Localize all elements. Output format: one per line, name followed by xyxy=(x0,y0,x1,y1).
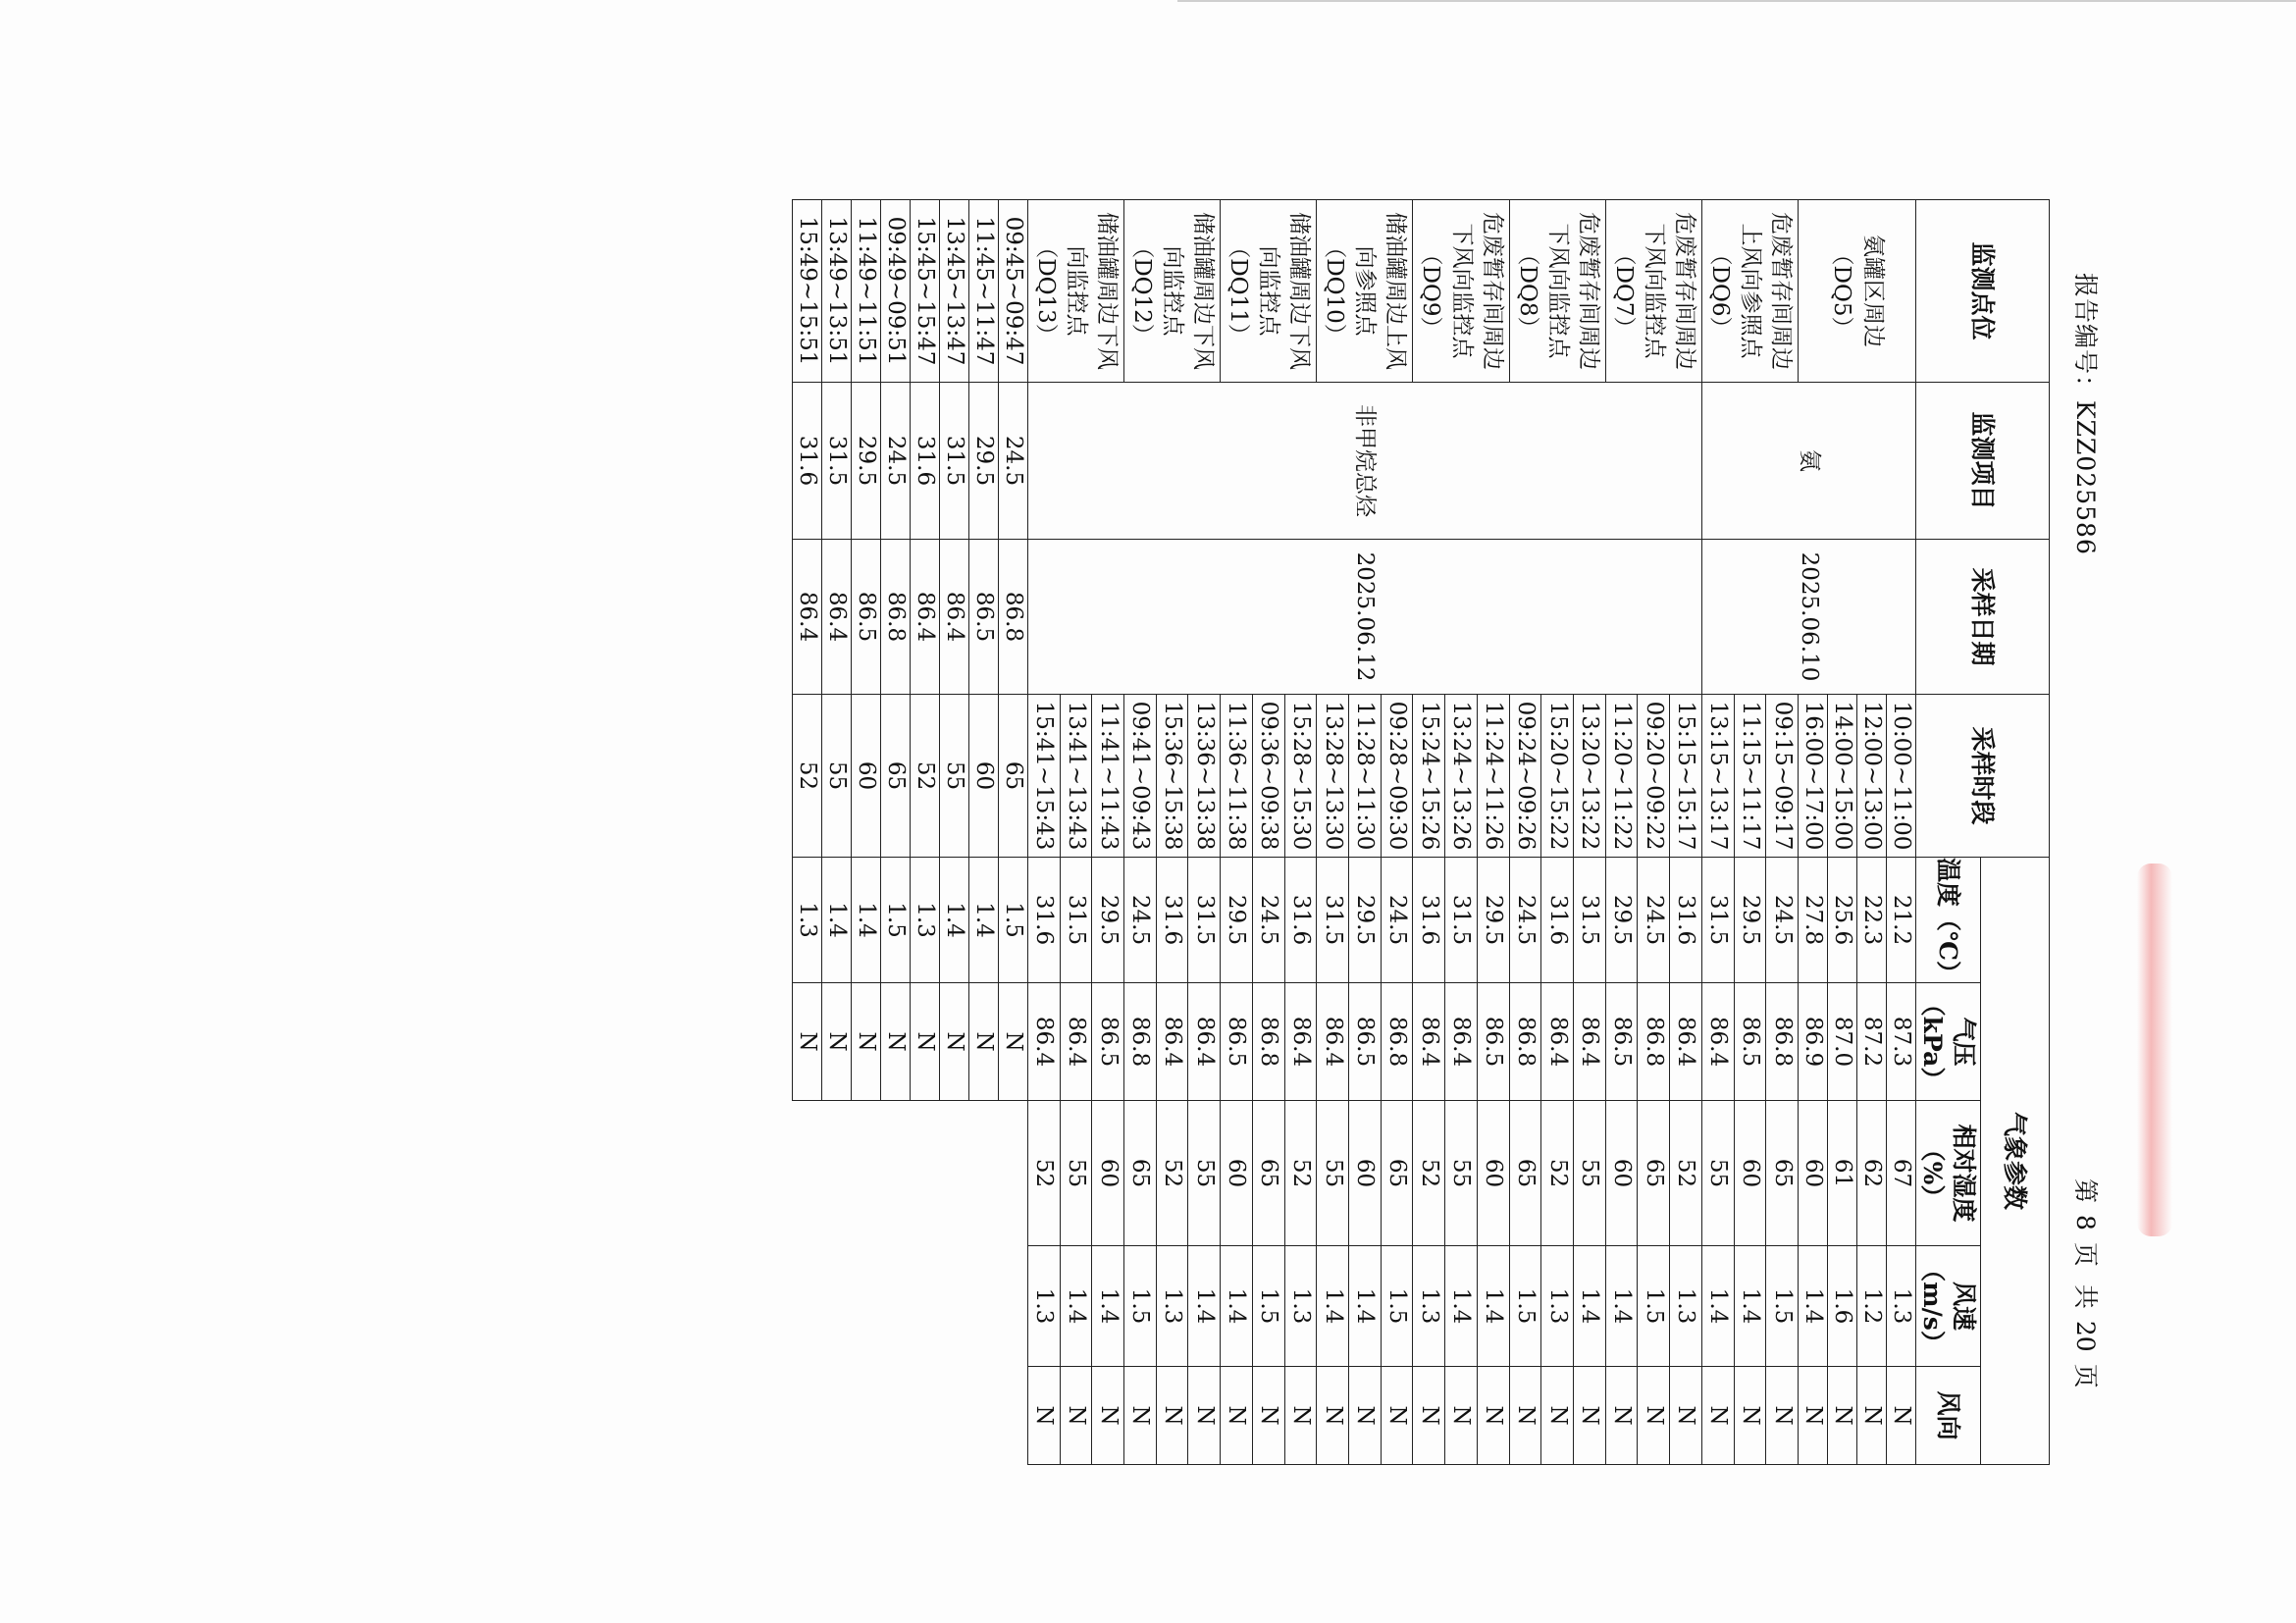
cell-time: 13:15~13:17 xyxy=(1701,695,1734,858)
cell-wind-dir: N xyxy=(1605,1367,1638,1465)
cell-temp: 31.6 xyxy=(792,383,821,540)
cell-wind-speed: 1.4 xyxy=(1799,1246,1828,1367)
cell-temp: 31.6 xyxy=(910,383,939,540)
cell-wind-dir: N xyxy=(1509,1367,1541,1465)
cell-wind-dir: N xyxy=(1027,1367,1060,1465)
cell-wind-dir: N xyxy=(1156,1367,1188,1465)
cell-temp: 31.5 xyxy=(1701,858,1734,983)
cell-wind-speed: 1.4 xyxy=(1349,1246,1382,1367)
cell-pressure: 86.4 xyxy=(1670,983,1702,1101)
cell-location: 储油罐周边下风向监控点（DQ11） xyxy=(1221,200,1317,383)
cell-time: 11:28~11:30 xyxy=(1349,695,1382,858)
cell-temp: 29.5 xyxy=(1605,858,1638,983)
page-suffix: 页 xyxy=(2071,1363,2100,1388)
header-time: 采样时段 xyxy=(1916,695,2050,858)
cell-humidity: 65 xyxy=(1124,1101,1157,1246)
cell-location: 危废暂存间周边下风向监控点（DQ7） xyxy=(1605,200,1701,383)
cell-wind-speed: 1.4 xyxy=(1092,1246,1124,1367)
cell-pressure: 86.8 xyxy=(1252,983,1284,1101)
table-row xyxy=(998,200,1027,1465)
cell-wind-dir: N xyxy=(1381,1367,1413,1465)
cell-pressure: 86.8 xyxy=(880,540,910,695)
cell-wind-speed: 1.4 xyxy=(1060,1246,1092,1367)
cell-humidity: 65 xyxy=(1252,1101,1284,1246)
cell-wind-speed: 1.4 xyxy=(968,858,998,983)
header-weather: 气象参数 xyxy=(1981,858,2050,1465)
cell-time: 15:15~15:17 xyxy=(1670,695,1702,858)
cell-humidity: 52 xyxy=(1284,1101,1317,1246)
cell-wind-speed: 1.5 xyxy=(1252,1246,1284,1367)
cell-wind-dir: N xyxy=(1284,1367,1317,1465)
cell-humidity: 60 xyxy=(1477,1101,1509,1246)
cell-temp: 29.5 xyxy=(1092,858,1124,983)
cell-temp: 24.5 xyxy=(1638,858,1670,983)
cell-time: 09:24~09:26 xyxy=(1509,695,1541,858)
table-body xyxy=(792,200,1915,1465)
cell-pressure: 86.4 xyxy=(1156,983,1188,1101)
cell-wind-dir: N xyxy=(1349,1367,1382,1465)
cell-temp: 29.5 xyxy=(1477,858,1509,983)
cell-time: 13:45~13:47 xyxy=(939,200,968,383)
cell-temp: 24.5 xyxy=(1766,858,1799,983)
cell-wind-dir: N xyxy=(1857,1367,1887,1465)
cell-wind-speed: 1.6 xyxy=(1828,1246,1857,1367)
cell-wind-dir: N xyxy=(1188,1367,1221,1465)
cell-humidity: 52 xyxy=(1156,1101,1188,1246)
cell-temp: 24.5 xyxy=(1252,858,1284,983)
cell-wind-speed: 1.3 xyxy=(1413,1246,1445,1367)
cell-wind-speed: 1.4 xyxy=(821,858,851,983)
cell-time: 15:36~15:38 xyxy=(1156,695,1188,858)
report-number: 报告编号：KZZ025586 xyxy=(2071,273,2100,555)
cell-pressure: 86.8 xyxy=(998,540,1027,695)
cell-time: 11:41~11:43 xyxy=(1092,695,1124,858)
cell-time: 13:41~13:43 xyxy=(1060,695,1092,858)
cell-pressure: 86.4 xyxy=(1284,983,1317,1101)
cell-humidity: 61 xyxy=(1828,1101,1857,1246)
cell-time: 11:15~11:17 xyxy=(1734,695,1766,858)
cell-item: 非甲烷总烃 xyxy=(1027,383,1701,540)
cell-humidity: 60 xyxy=(851,695,880,858)
cell-wind-speed: 1.4 xyxy=(1477,1246,1509,1367)
cell-humidity: 65 xyxy=(880,695,910,858)
cell-time: 14:00~15:00 xyxy=(1828,695,1857,858)
cell-temp: 24.5 xyxy=(1509,858,1541,983)
cell-temp: 29.5 xyxy=(1734,858,1766,983)
cell-item: 氨 xyxy=(1701,383,1915,540)
cell-pressure: 86.9 xyxy=(1799,983,1828,1101)
cell-wind-dir: N xyxy=(792,983,821,1101)
cell-humidity: 52 xyxy=(1027,1101,1060,1246)
cell-wind-speed: 1.4 xyxy=(939,858,968,983)
cell-wind-dir: N xyxy=(1670,1367,1702,1465)
cell-wind-speed: 1.3 xyxy=(1027,1246,1060,1367)
cell-wind-dir: N xyxy=(1887,1367,1916,1465)
cell-humidity: 60 xyxy=(968,695,998,858)
cell-pressure: 86.5 xyxy=(1349,983,1382,1101)
cell-wind-speed: 1.3 xyxy=(1541,1246,1574,1367)
cell-wind-dir: N xyxy=(939,983,968,1101)
page-mid: 页 共 xyxy=(2071,1241,2100,1309)
page-current: 8 xyxy=(2071,1215,2100,1230)
table-row xyxy=(1887,200,1916,1465)
cell-wind-dir: N xyxy=(851,983,880,1101)
page-total: 20 xyxy=(2071,1320,2100,1352)
cell-temp: 25.6 xyxy=(1828,858,1857,983)
cell-humidity: 60 xyxy=(1349,1101,1382,1246)
cell-pressure: 86.4 xyxy=(1060,983,1092,1101)
cell-wind-dir: N xyxy=(998,983,1027,1101)
cell-temp: 24.5 xyxy=(1124,858,1157,983)
cell-wind-dir: N xyxy=(1060,1367,1092,1465)
cell-wind-speed: 1.4 xyxy=(1605,1246,1638,1367)
cell-wind-speed: 1.4 xyxy=(1701,1246,1734,1367)
cell-time: 13:36~13:38 xyxy=(1188,695,1221,858)
cell-humidity: 55 xyxy=(939,695,968,858)
cell-pressure: 86.8 xyxy=(1381,983,1413,1101)
cell-time: 09:45~09:47 xyxy=(998,200,1027,383)
cell-temp: 31.6 xyxy=(1541,858,1574,983)
cell-wind-dir: N xyxy=(821,983,851,1101)
cell-humidity: 52 xyxy=(910,695,939,858)
table-row xyxy=(910,200,939,1465)
cell-humidity: 52 xyxy=(1413,1101,1445,1246)
cell-time: 15:45~15:47 xyxy=(910,200,939,383)
cell-wind-dir: N xyxy=(1701,1367,1734,1465)
table-row xyxy=(821,200,851,1465)
cell-pressure: 86.4 xyxy=(1188,983,1221,1101)
cell-temp: 31.6 xyxy=(1670,858,1702,983)
cell-wind-dir: N xyxy=(1124,1367,1157,1465)
cell-wind-dir: N xyxy=(1445,1367,1478,1465)
cell-wind-dir: N xyxy=(968,983,998,1101)
cell-time: 15:41~15:43 xyxy=(1027,695,1060,858)
cell-pressure: 87.0 xyxy=(1828,983,1857,1101)
cell-location: 储油罐周边上风向参照点（DQ10） xyxy=(1317,200,1413,383)
cell-time: 09:36~09:38 xyxy=(1252,695,1284,858)
cell-wind-dir: N xyxy=(1541,1367,1574,1465)
cell-temp: 22.3 xyxy=(1857,858,1887,983)
cell-wind-dir: N xyxy=(1574,1367,1606,1465)
cell-temp: 31.5 xyxy=(1188,858,1221,983)
cell-location: 危废暂存间周边下风向监控点（DQ9） xyxy=(1413,200,1509,383)
cell-location: 氨罐区周边（DQ5） xyxy=(1799,200,1916,383)
cell-humidity: 55 xyxy=(1574,1101,1606,1246)
cell-wind-dir: N xyxy=(1799,1367,1828,1465)
cell-wind-dir: N xyxy=(1734,1367,1766,1465)
cell-wind-speed: 1.4 xyxy=(1317,1246,1349,1367)
cell-wind-speed: 1.5 xyxy=(880,858,910,983)
cell-time: 09:20~09:22 xyxy=(1638,695,1670,858)
cell-time: 11:36~11:38 xyxy=(1221,695,1253,858)
cell-humidity: 52 xyxy=(1541,1101,1574,1246)
cell-pressure: 86.4 xyxy=(939,540,968,695)
cell-humidity: 55 xyxy=(821,695,851,858)
cell-pressure: 86.4 xyxy=(1574,983,1606,1101)
cell-pressure: 86.8 xyxy=(1124,983,1157,1101)
cell-time: 11:24~11:26 xyxy=(1477,695,1509,858)
cell-wind-dir: N xyxy=(1317,1367,1349,1465)
cell-wind-dir: N xyxy=(1477,1367,1509,1465)
cell-humidity: 60 xyxy=(1734,1101,1766,1246)
cell-wind-speed: 1.2 xyxy=(1857,1246,1887,1367)
cell-temp: 31.5 xyxy=(939,383,968,540)
cell-temp: 31.5 xyxy=(1060,858,1092,983)
cell-location: 危废暂存间周边上风向参照点（DQ6） xyxy=(1701,200,1798,383)
header-item: 监测项目 xyxy=(1916,383,2050,540)
page-indicator xyxy=(2069,1173,2105,1394)
cell-wind-speed: 1.4 xyxy=(1445,1246,1478,1367)
cell-wind-speed: 1.4 xyxy=(1188,1246,1221,1367)
cell-time: 15:24~15:26 xyxy=(1413,695,1445,858)
header-humidity: 相对湿度（%） xyxy=(1916,1101,1981,1246)
cell-time: 16:00~17:00 xyxy=(1799,695,1828,858)
cell-humidity: 55 xyxy=(1701,1101,1734,1246)
cell-wind-speed: 1.5 xyxy=(998,858,1027,983)
cell-humidity: 60 xyxy=(1221,1101,1253,1246)
header-date: 采样日期 xyxy=(1916,540,2050,695)
cell-time: 13:24~13:26 xyxy=(1445,695,1478,858)
cell-wind-dir: N xyxy=(1221,1367,1253,1465)
header-wind-dir: 风向 xyxy=(1916,1367,1981,1465)
cell-wind-speed: 1.4 xyxy=(1574,1246,1606,1367)
cell-wind-speed: 1.5 xyxy=(1124,1246,1157,1367)
cell-wind-dir: N xyxy=(1828,1367,1857,1465)
table-row xyxy=(1670,200,1702,1465)
cell-time: 13:28~13:30 xyxy=(1317,695,1349,858)
cell-wind-speed: 1.5 xyxy=(1381,1246,1413,1367)
cell-pressure: 86.4 xyxy=(1413,983,1445,1101)
cell-pressure: 86.4 xyxy=(1027,983,1060,1101)
cell-wind-dir: N xyxy=(1413,1367,1445,1465)
header-temp: 温度（℃） xyxy=(1916,858,1981,983)
cell-temp: 31.5 xyxy=(821,383,851,540)
cell-pressure: 86.4 xyxy=(910,540,939,695)
cell-pressure: 86.4 xyxy=(1445,983,1478,1101)
cell-pressure: 86.8 xyxy=(1638,983,1670,1101)
cell-humidity: 55 xyxy=(1317,1101,1349,1246)
cell-wind-speed: 1.5 xyxy=(1638,1246,1670,1367)
cell-time: 11:45~11:47 xyxy=(968,200,998,383)
header-wind-speed: 风速（m/s） xyxy=(1916,1246,1981,1367)
cell-temp: 24.5 xyxy=(1381,858,1413,983)
cell-humidity: 65 xyxy=(1766,1101,1799,1246)
cell-pressure: 86.4 xyxy=(821,540,851,695)
cell-wind-dir: N xyxy=(1252,1367,1284,1465)
cell-date: 2025.06.12 xyxy=(1027,540,1701,695)
cell-location: 储油罐周边下风向监控点（DQ12） xyxy=(1124,200,1221,383)
header-pressure: 气压（kPa） xyxy=(1916,983,1981,1101)
cell-location: 储油罐周边下风向监控点（DQ13） xyxy=(1027,200,1123,383)
cell-temp: 27.8 xyxy=(1799,858,1828,983)
cell-time: 11:20~11:22 xyxy=(1605,695,1638,858)
cell-humidity: 65 xyxy=(1509,1101,1541,1246)
cell-wind-speed: 1.3 xyxy=(1670,1246,1702,1367)
cell-humidity: 65 xyxy=(1381,1101,1413,1246)
table-row xyxy=(851,200,880,1465)
cell-humidity: 65 xyxy=(1638,1101,1670,1246)
cell-temp: 29.5 xyxy=(968,383,998,540)
cell-time: 09:41~09:43 xyxy=(1124,695,1157,858)
cell-temp: 31.5 xyxy=(1317,858,1349,983)
cell-humidity: 67 xyxy=(1887,1101,1916,1246)
cell-wind-dir: N xyxy=(910,983,939,1101)
cell-date: 2025.06.10 xyxy=(1701,540,1915,695)
cell-pressure: 86.5 xyxy=(1221,983,1253,1101)
cell-pressure: 86.8 xyxy=(1509,983,1541,1101)
cell-temp: 31.5 xyxy=(1445,858,1478,983)
cell-temp: 24.5 xyxy=(998,383,1027,540)
cell-time: 15:49~15:51 xyxy=(792,200,821,383)
cell-time: 15:28~15:30 xyxy=(1284,695,1317,858)
cell-humidity: 55 xyxy=(1060,1101,1092,1246)
header-location: 监测点位 xyxy=(1916,200,2050,383)
cell-humidity: 52 xyxy=(1670,1101,1702,1246)
cell-wind-speed: 1.3 xyxy=(1284,1246,1317,1367)
table-row xyxy=(880,200,910,1465)
cell-humidity: 60 xyxy=(1799,1101,1828,1246)
cell-wind-dir: N xyxy=(1638,1367,1670,1465)
cell-time: 12:00~13:00 xyxy=(1857,695,1887,858)
cell-pressure: 86.4 xyxy=(792,540,821,695)
table-row xyxy=(792,200,821,1465)
cell-humidity: 55 xyxy=(1445,1101,1478,1246)
weather-monitoring-table xyxy=(792,199,2050,1465)
cell-pressure: 86.5 xyxy=(1734,983,1766,1101)
cell-temp: 29.5 xyxy=(1221,858,1253,983)
cell-time: 13:20~13:22 xyxy=(1574,695,1606,858)
cell-time: 09:49~09:51 xyxy=(880,200,910,383)
cell-time: 13:49~13:51 xyxy=(821,200,851,383)
cell-temp: 31.5 xyxy=(1574,858,1606,983)
cell-pressure: 87.2 xyxy=(1857,983,1887,1101)
cell-pressure: 86.5 xyxy=(968,540,998,695)
cell-temp: 31.6 xyxy=(1027,858,1060,983)
page-prefix: 第 xyxy=(2071,1178,2100,1204)
cell-humidity: 62 xyxy=(1857,1101,1887,1246)
cell-temp: 21.2 xyxy=(1887,858,1916,983)
cell-pressure: 86.4 xyxy=(1317,983,1349,1101)
cell-temp: 29.5 xyxy=(1349,858,1382,983)
cell-wind-speed: 1.4 xyxy=(1734,1246,1766,1367)
cell-wind-speed: 1.3 xyxy=(1887,1246,1916,1367)
cell-temp: 31.6 xyxy=(1156,858,1188,983)
cell-wind-speed: 1.4 xyxy=(1221,1246,1253,1367)
cell-time: 09:15~09:17 xyxy=(1766,695,1799,858)
cell-wind-speed: 1.5 xyxy=(1766,1246,1799,1367)
cell-pressure: 86.8 xyxy=(1766,983,1799,1101)
table-row xyxy=(968,200,998,1465)
cell-pressure: 86.5 xyxy=(1092,983,1124,1101)
cell-temp: 31.6 xyxy=(1413,858,1445,983)
cell-time: 11:49~11:51 xyxy=(851,200,880,383)
cell-pressure: 86.5 xyxy=(1477,983,1509,1101)
cell-humidity: 60 xyxy=(1092,1101,1124,1246)
cell-wind-speed: 1.3 xyxy=(1156,1246,1188,1367)
cell-temp: 24.5 xyxy=(880,383,910,540)
cell-humidity: 55 xyxy=(1188,1101,1221,1246)
cell-pressure: 86.4 xyxy=(1541,983,1574,1101)
cell-humidity: 65 xyxy=(998,695,1027,858)
cell-time: 09:28~09:30 xyxy=(1381,695,1413,858)
cell-wind-speed: 1.3 xyxy=(910,858,939,983)
cell-wind-dir: N xyxy=(1092,1367,1124,1465)
cell-time: 10:00~11:00 xyxy=(1887,695,1916,858)
cell-pressure: 86.4 xyxy=(1701,983,1734,1101)
cell-humidity: 52 xyxy=(792,695,821,858)
cell-pressure: 86.5 xyxy=(851,540,880,695)
cell-wind-dir: N xyxy=(1766,1367,1799,1465)
cell-location: 危废暂存间周边下风向监控点（DQ8） xyxy=(1509,200,1605,383)
cell-wind-dir: N xyxy=(880,983,910,1101)
cell-temp: 31.6 xyxy=(1284,858,1317,983)
cell-pressure: 86.5 xyxy=(1605,983,1638,1101)
cell-wind-speed: 1.3 xyxy=(792,858,821,983)
cell-pressure: 87.3 xyxy=(1887,983,1916,1101)
cell-wind-speed: 1.4 xyxy=(851,858,880,983)
cell-wind-speed: 1.5 xyxy=(1509,1246,1541,1367)
table-row xyxy=(939,200,968,1465)
cell-temp: 29.5 xyxy=(851,383,880,540)
cell-time: 15:20~15:22 xyxy=(1541,695,1574,858)
cell-humidity: 60 xyxy=(1605,1101,1638,1246)
